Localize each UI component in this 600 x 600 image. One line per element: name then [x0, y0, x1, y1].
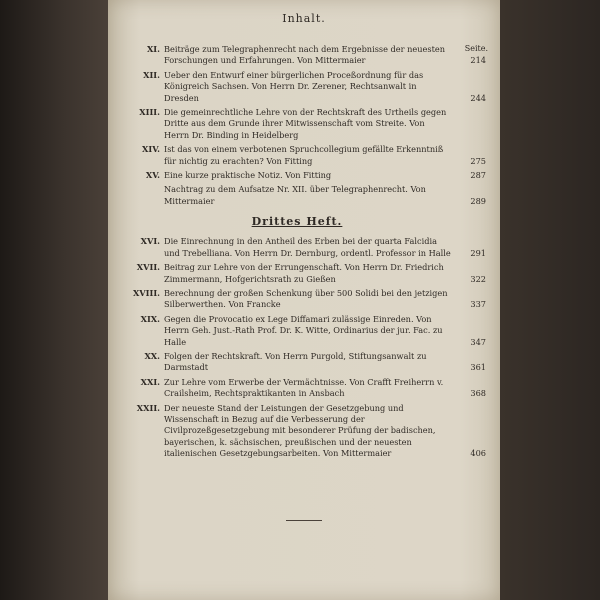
toc-entry-page: 291 — [470, 247, 486, 258]
toc-entry-page: 244 — [470, 92, 486, 103]
toc-entry — [144, 350, 486, 374]
toc-entry-number: XIV. — [142, 144, 160, 155]
toc-entry-number: XI. — [146, 44, 160, 54]
toc-entry-number: XV. — [145, 170, 160, 181]
toc-entry-page: 406 — [470, 448, 486, 459]
toc-entry-page: 289 — [470, 195, 486, 206]
toc-entry-text: Ist das von einem verbotenen Spruchcollegium gefällte Erkenntniß für nichtig zu erachten? Von Fitting — [164, 144, 444, 166]
toc-entry-number: XVII. — [136, 262, 160, 273]
background-edge — [500, 0, 600, 600]
toc-entry-text: Der neueste Stand der Leistungen der Gesetzgebung und Wissenschaft in Bezug auf die Verbesserung der Civilprozeßgesetzgebung mit besonderer Prüfung der badischen, bayerischen, k. sächsischen, preußischen und der neuesten italienischen Gesetzgebungsarbeiten. Von Mittermaier — [164, 402, 436, 459]
toc-entry — [132, 287, 486, 311]
book-page — [108, 0, 500, 600]
toc-entry-text: Folgen der Rechtskraft. Von Herrn Purgold, Stiftungsanwalt zu Darmstadt — [164, 350, 427, 373]
toc-entry — [140, 236, 486, 259]
toc-entry-page: 337 — [470, 299, 486, 310]
toc-entry-page: 287 — [470, 170, 486, 181]
toc-entry — [146, 44, 486, 67]
toc-entry-text: Zur Lehre vom Erwerbe der Vermächtnisse. Von Crafft Freiherrn v. Crailsheim, Rechtspraktikanten in Ansbach — [164, 376, 444, 399]
divider-rule — [286, 520, 322, 521]
toc-entry-number: XXI. — [140, 376, 160, 387]
toc-part-2 — [132, 236, 486, 459]
toc-entry-text: Die Einrechnung in den Antheil des Erben bei der quarta Falcidia und Trebelliana. Von Herrn Dr. Dernburg, ordentl. Professor in Halle — [164, 236, 451, 258]
toc-entry-text: Berechnung der großen Schenkung über 500 Solidi bei den jetzigen Silberwerthen. Von Francke — [164, 287, 448, 310]
toc-entry-text: Ueber den Entwurf einer bürgerlichen Proceßordnung für das Königreich Sachsen. Von Herrn Dr. Zerener, Rechtsanwalt in Dresden — [164, 69, 424, 103]
toc-part-1 — [139, 44, 486, 207]
section-title: Drittes Heft. — [251, 215, 343, 229]
toc-entry-page: 214 — [470, 55, 486, 66]
toc-entry — [142, 144, 486, 167]
toc-entry — [164, 184, 486, 207]
toc-entry-text: Eine kurze praktische Notiz. Von Fitting — [164, 170, 332, 181]
toc-entry — [136, 402, 486, 460]
toc-list — [132, 44, 486, 463]
page-column-label: Seite. — [464, 44, 488, 53]
toc-entry-text: Nachtrag zu dem Aufsatze Nr. XII. über Telegraphenrecht. Von Mittermaier — [164, 184, 426, 206]
toc-entry-number: XXII. — [136, 402, 160, 413]
toc-entry — [140, 376, 486, 400]
toc-entry — [140, 313, 486, 348]
toc-entry-number: XVIII. — [132, 287, 160, 298]
toc-entry-text: Gegen die Provocatio ex Lege Diffamari zulässige Einreden. Von Herrn Geh. Just.-Rath Prof. Dr. K. Witte, Ordinarius der jur. Fac. zu Halle — [164, 313, 443, 347]
page-title: Inhalt. — [282, 12, 326, 25]
toc-entry-page: 347 — [470, 336, 486, 347]
toc-entry — [143, 69, 486, 104]
toc-entry-text: Beitrag zur Lehre von der Errungenschaft. Von Herrn Dr. Friedrich Zimmermann, Hofgerichtsrath zu Gießen — [164, 262, 444, 284]
book-spine — [0, 0, 108, 600]
toc-entry-number: XX. — [144, 350, 160, 361]
toc-entry — [145, 170, 486, 181]
toc-entry-text: Beiträge zum Telegraphenrecht nach dem Ergebnisse der neuesten Forschungen und Erfahrungen. Von Mittermaier — [164, 44, 446, 66]
toc-entry-page: 275 — [470, 155, 486, 166]
toc-entry-text: Die gemeinrechtliche Lehre von der Rechtskraft des Urtheils gegen Dritte aus dem Grunde ihrer Mitwissenschaft vom Streite. Von Herrn Dr. Binding in Heidelberg — [164, 107, 447, 140]
toc-entry-page: 368 — [470, 388, 486, 399]
toc-entry — [136, 262, 486, 285]
toc-entry-number: XII. — [143, 69, 160, 80]
toc-entry-page: 322 — [470, 273, 486, 284]
toc-entry-number: XIII. — [139, 107, 160, 118]
toc-entry — [139, 107, 486, 141]
toc-entry-number: XVI. — [140, 236, 160, 247]
toc-entry-number: XIX. — [140, 313, 160, 324]
toc-entry-page: 361 — [470, 362, 486, 373]
